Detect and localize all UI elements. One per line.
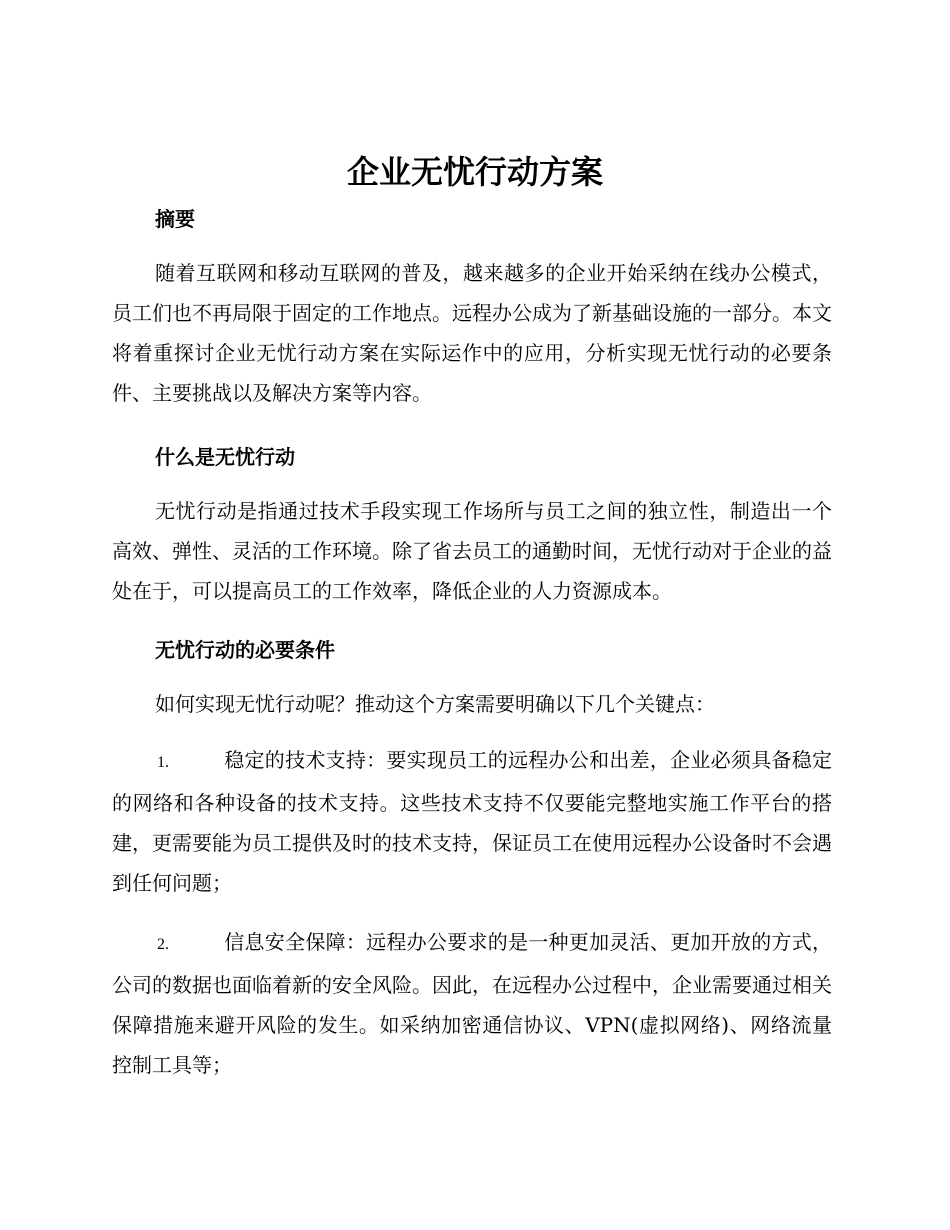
document-title: 企业无忧行动方案: [346, 153, 603, 191]
list-item-number: 2.: [157, 936, 169, 953]
section-heading-abstract: 摘要: [155, 207, 195, 231]
abstract-paragraph: 随着互联网和移动互联网的普及，越来越多的企业开始采纳在线办公模式，员工们也不再局限于固定的工作地点。远程办公成为了新基础设施的一部分。本文将着重探讨企业无忧行动方案在实际运作中的应用，分析实现无忧行动的必要条件、主要挑战以及解决方案等内容。: [112, 261, 832, 405]
section-heading-what-is: 什么是无忧行动: [155, 445, 295, 469]
list-item-text: 稳定的技术支持：要实现员工的远程办公和出差，企业必须具备稳定的网络和各种设备的技术支持。这些技术支持不仅要能完整地实施工作平台的搭建，更需要能为员工提供及时的技术支持，保证员工在使用远程办公设备时不会遇到任何问题；: [112, 748, 832, 895]
what-is-paragraph: 无忧行动是指通过技术手段实现工作场所与员工之间的独立性，制造出一个高效、弹性、灵活的工作环境。除了省去员工的通勤时间，无忧行动对于企业的益处在于，可以提高员工的工作效率，降低企业的人力资源成本。: [112, 499, 832, 603]
section-heading-requirements: 无忧行动的必要条件: [155, 638, 335, 662]
list-item: [112, 740, 832, 903]
requirements-intro-paragraph: 如何实现无忧行动呢？推动这个方案需要明确以下几个关键点：: [155, 692, 715, 716]
list-item-text: 信息安全保障：远程办公要求的是一种更加灵活、更加开放的方式，公司的数据也面临着新的安全风险。因此，在远程办公过程中，企业需要通过相关保障措施来避开风险的发生。如采纳加密通信协议、VPN(虚拟网络)、网络流量控制工具等；: [112, 930, 832, 1077]
list-item-number: 1.: [157, 754, 169, 771]
list-item: [112, 922, 832, 1085]
